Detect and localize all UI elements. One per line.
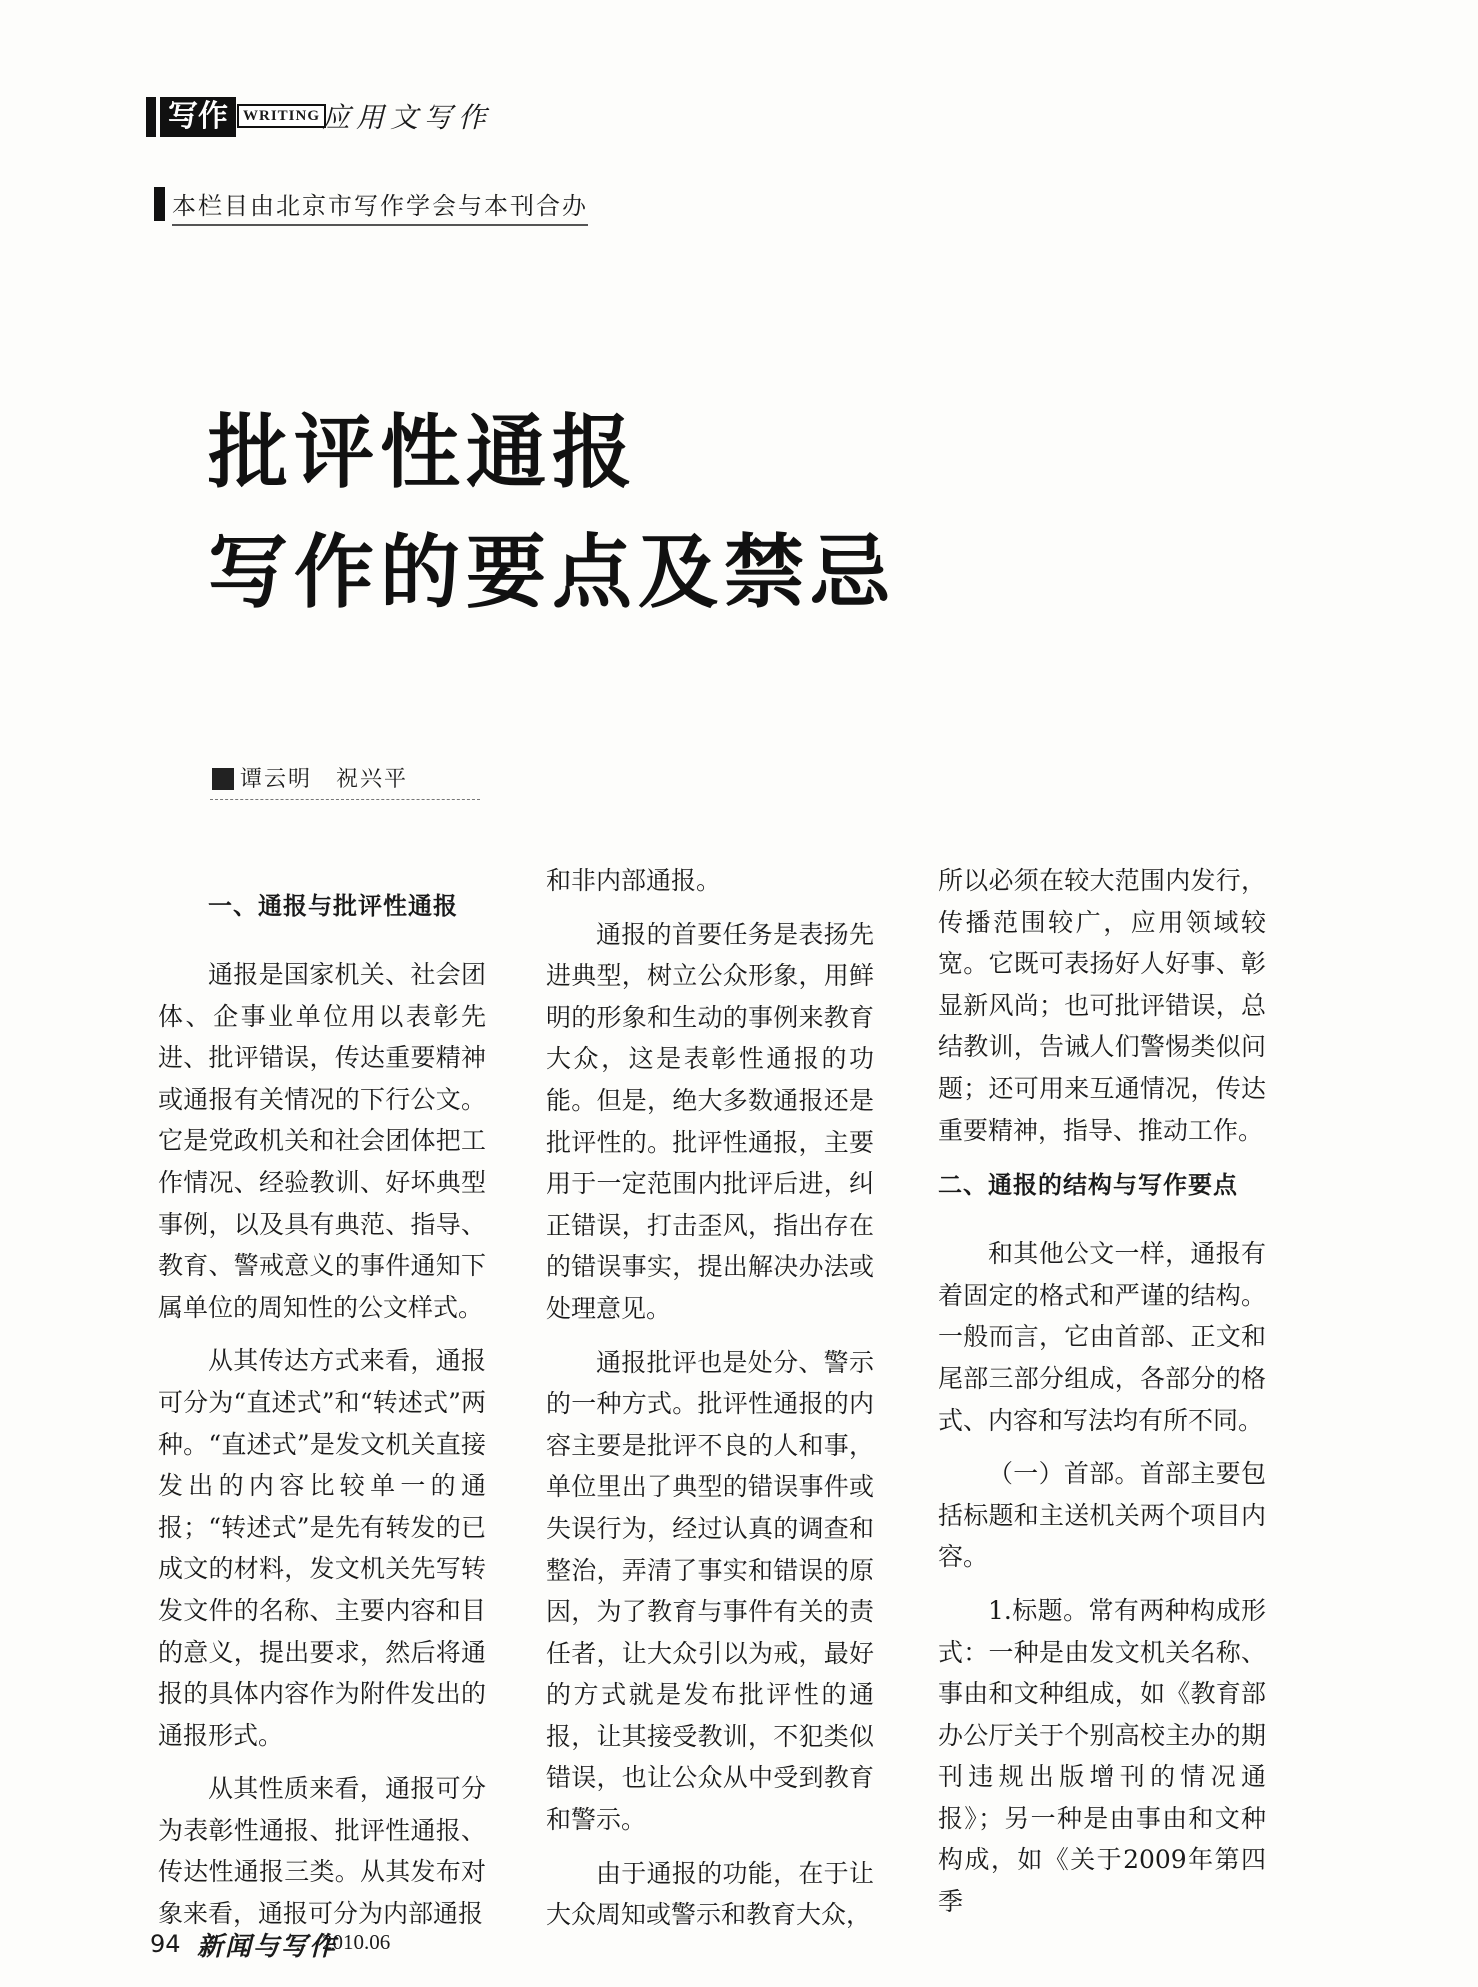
text-column-3	[938, 860, 1266, 1935]
paragraph: （一）首部。首部主要包括标题和主送机关两个项目内容。	[938, 1459, 1266, 1572]
article-title-line2: 写作的要点及禁忌	[208, 526, 896, 619]
issue-date: 2010.06	[322, 1930, 391, 1954]
magazine-name: 新闻与写作	[197, 1932, 338, 1962]
paragraph-continued: 所以必须在较大范围内发行，传播范围较广，应用领域较宽。它既可表扬好人好事、彰显新风尚；也可批评错误，总结教训，告诫人们警惕类似问题；还可用来互通情况，传达重要精神，指导、推动工作。	[938, 866, 1266, 1145]
article-title-line1: 批评性通报	[208, 406, 638, 499]
paragraph: 通报是国家机关、社会团体、企事业单位用以表彰先进、批评错误，传达重要精神或通报有关情况的下行公文。它是党政机关和社会团体把工作情况、经验教训、好坏典型事例，以及具有典范、指导、教育、警戒意义的事件通知下属单位的周知性的公文样式。	[158, 960, 486, 1322]
paragraph-continued: 和非内部通报。	[546, 866, 722, 895]
column-note: 本栏目由北京市写作学会与本刊合办	[172, 186, 588, 226]
paragraph: 1.标题。常有两种构成形式：一种是由发文机关名称、事由和文种组成，如《教育部办公厅关于个别高校主办的期刊违规出版增刊的情况通报》；另一种是由事由和文种构成，如《关于2009年第四季	[938, 1595, 1266, 1917]
paragraph: 由于通报的功能，在于让大众周知或警示和教育大众，	[546, 1858, 874, 1930]
paragraph: 和其他公文一样，通报有着固定的格式和严谨的结构。一般而言，它由首部、正文和尾部三部分组成，各部分的格式、内容和写法均有所不同。	[938, 1239, 1266, 1435]
column-note-marker	[154, 187, 165, 221]
text-column-1	[158, 860, 486, 1947]
author-underline	[210, 799, 480, 800]
section-subtitle: 应用文写作	[322, 101, 493, 134]
section-marker-bar	[146, 97, 156, 137]
section-label-cn: 写作	[160, 97, 236, 137]
paragraph: 从其性质来看，通报可分为表彰性通报、批评性通报、传达性通报三类。从其发布对象来看，通报可分为内部通报	[158, 1774, 486, 1929]
page-number: 94	[150, 1930, 181, 1958]
section-heading-1: 一、通报与批评性通报	[208, 892, 458, 920]
paragraph: 通报的首要任务是表扬先进典型，树立公众形象，用鲜明的形象和生动的事例来教育大众，这是表彰性通报的功能。但是，绝大多数通报还是批评性的。批评性通报，主要用于一定范围内批评后进，纠正错误，打击歪风，指出存在的错误事实，提出解决办法或处理意见。	[546, 919, 874, 1323]
author-marker	[212, 768, 234, 790]
paragraph: 从其传达方式来看，通报可分为“直述式”和“转述式”两种。“直述式”是发文机关直接发出的内容比较单一的通报；“转述式”是先有转发的已成文的材料，发文机关先写转发文件的名称、主要内容和目的意义，提出要求，然后将通报的具体内容作为附件发出的通报形式。	[158, 1346, 486, 1750]
article-authors: 谭云明 祝兴平	[240, 767, 409, 792]
section-label-en: WRITING	[237, 104, 326, 128]
text-column-2	[546, 860, 874, 1948]
section-heading-2: 二、通报的结构与写作要点	[938, 1171, 1238, 1200]
paragraph: 通报批评也是处分、警示的一种方式。批评性通报的内容主要是批评不良的人和事，单位里出了典型的错误事件或失误行为，经过认真的调查和整治，弄清了事实和错误的原因，为了教育与事件有关的责任者，让大众引以为戒，最好的方式就是发布批评性的通报，让其接受教训，不犯类似错误，也让公众从中受到教育和警示。	[546, 1347, 874, 1835]
